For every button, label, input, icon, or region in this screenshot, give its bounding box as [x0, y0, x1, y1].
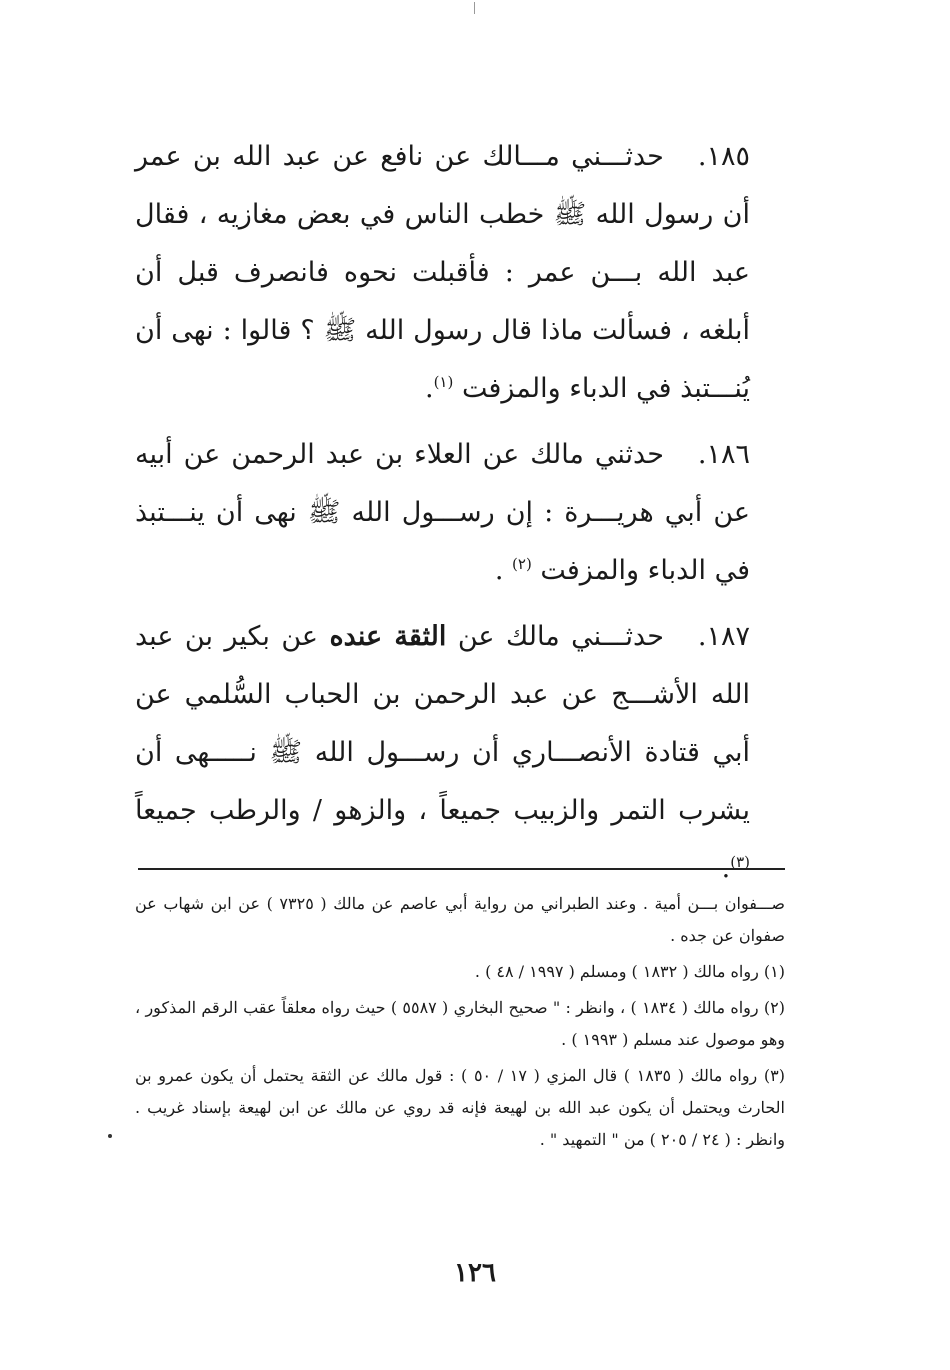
- footnote-3: (٣) رواه مالك ( ١٨٣٥ ) قال المزي ( ١٧ / ٥٠ ) : قول مالك عن الثقة يحتمل أن يكون عمرو بن الحارث ويحتمل أن يكون عبد الله بن لهيعة فإنه قد روي عن مالك عن ابن لهيعة بإسناد غريب . وانظر : ( ٢٤ / ٢٠٥ ) من " التمهيد " .: [135, 1066, 786, 1149]
- paragraph-end: .: [494, 555, 513, 586]
- footnote-1: (١) رواه مالك ( ١٨٣٢ ) ومسلم ( ١٩٩٧ / ٤٨ ) .: [474, 962, 785, 981]
- paragraph-text: حدثني مالك عن العلاء بن عبد الرحمن عن أبيه عن أبي هريـــرة : إن رســـول الله ﷺ نهى أن ينـــتبذ في الدباء والمزفت: [135, 439, 750, 586]
- footnotes: [135, 888, 785, 1160]
- page-number: ١٢٦: [454, 1258, 496, 1288]
- paragraph-text-cont: عن بكير بن عبد الله الأشـــج عن عبد الرحمن بن الحباب السُّلمي عن أبي قتادة الأنصـــاري أن رســـول الله ﷺ نـــــهى أن يشرب التمر والزبيب جميعاً ، والزهو / والرطب جميعاً: [135, 621, 750, 826]
- footnote-separator: [138, 868, 785, 870]
- footnote-ref: (٢): [512, 555, 532, 573]
- paragraph-number: ١٨٦.: [697, 439, 750, 470]
- bold-phrase: الثقة عنده: [329, 621, 447, 652]
- paragraph-text: حدثـــني مالك عن: [446, 621, 664, 652]
- footnote-ref: (١): [433, 373, 454, 391]
- margin-dot: [108, 1134, 112, 1138]
- paragraph-number: ١٨٧.: [697, 621, 750, 652]
- main-text: [135, 128, 750, 906]
- footnote-ref: (٣): [730, 853, 750, 871]
- paragraph-187: [135, 608, 750, 898]
- paragraph-end: .: [721, 853, 731, 884]
- scan-mark: [474, 2, 475, 14]
- paragraph-end: .: [424, 373, 434, 404]
- footnote-2: (٢) رواه مالك ( ١٨٣٤ ) ، وانظر : " صحيح البخاري ( ٥٥٨٧ ) حيث رواه معلقاً عقب الرقم المذكور ، وهو موصول عند مسلم ( ١٩٩٣ ) .: [135, 998, 786, 1049]
- paragraph-text: حدثـــني مـــالك عن نافع عن عبد الله بن عمر أن رسول الله ﷺ خطب الناس في بعض مغازيه ، فقال عبد الله بـــن عمر : فأقبلت نحوه فانصرف قبل أن أبلغه ، فسألت ماذا قال رسول الله ﷺ ؟ قالوا : نهى أن يُنـــتبذ في الدباء والمزفت: [135, 141, 750, 404]
- footnote-continuation: صـــفوان بـــن أمية . وعند الطبراني من رواية أبي عاصم عن مالك ( ٧٣٢٥ ) عن ابن شهاب عن صفوان عن جده .: [135, 894, 785, 945]
- paragraph-186: [135, 426, 750, 600]
- paragraph-185: [135, 128, 750, 418]
- paragraph-number: ١٨٥.: [697, 141, 750, 172]
